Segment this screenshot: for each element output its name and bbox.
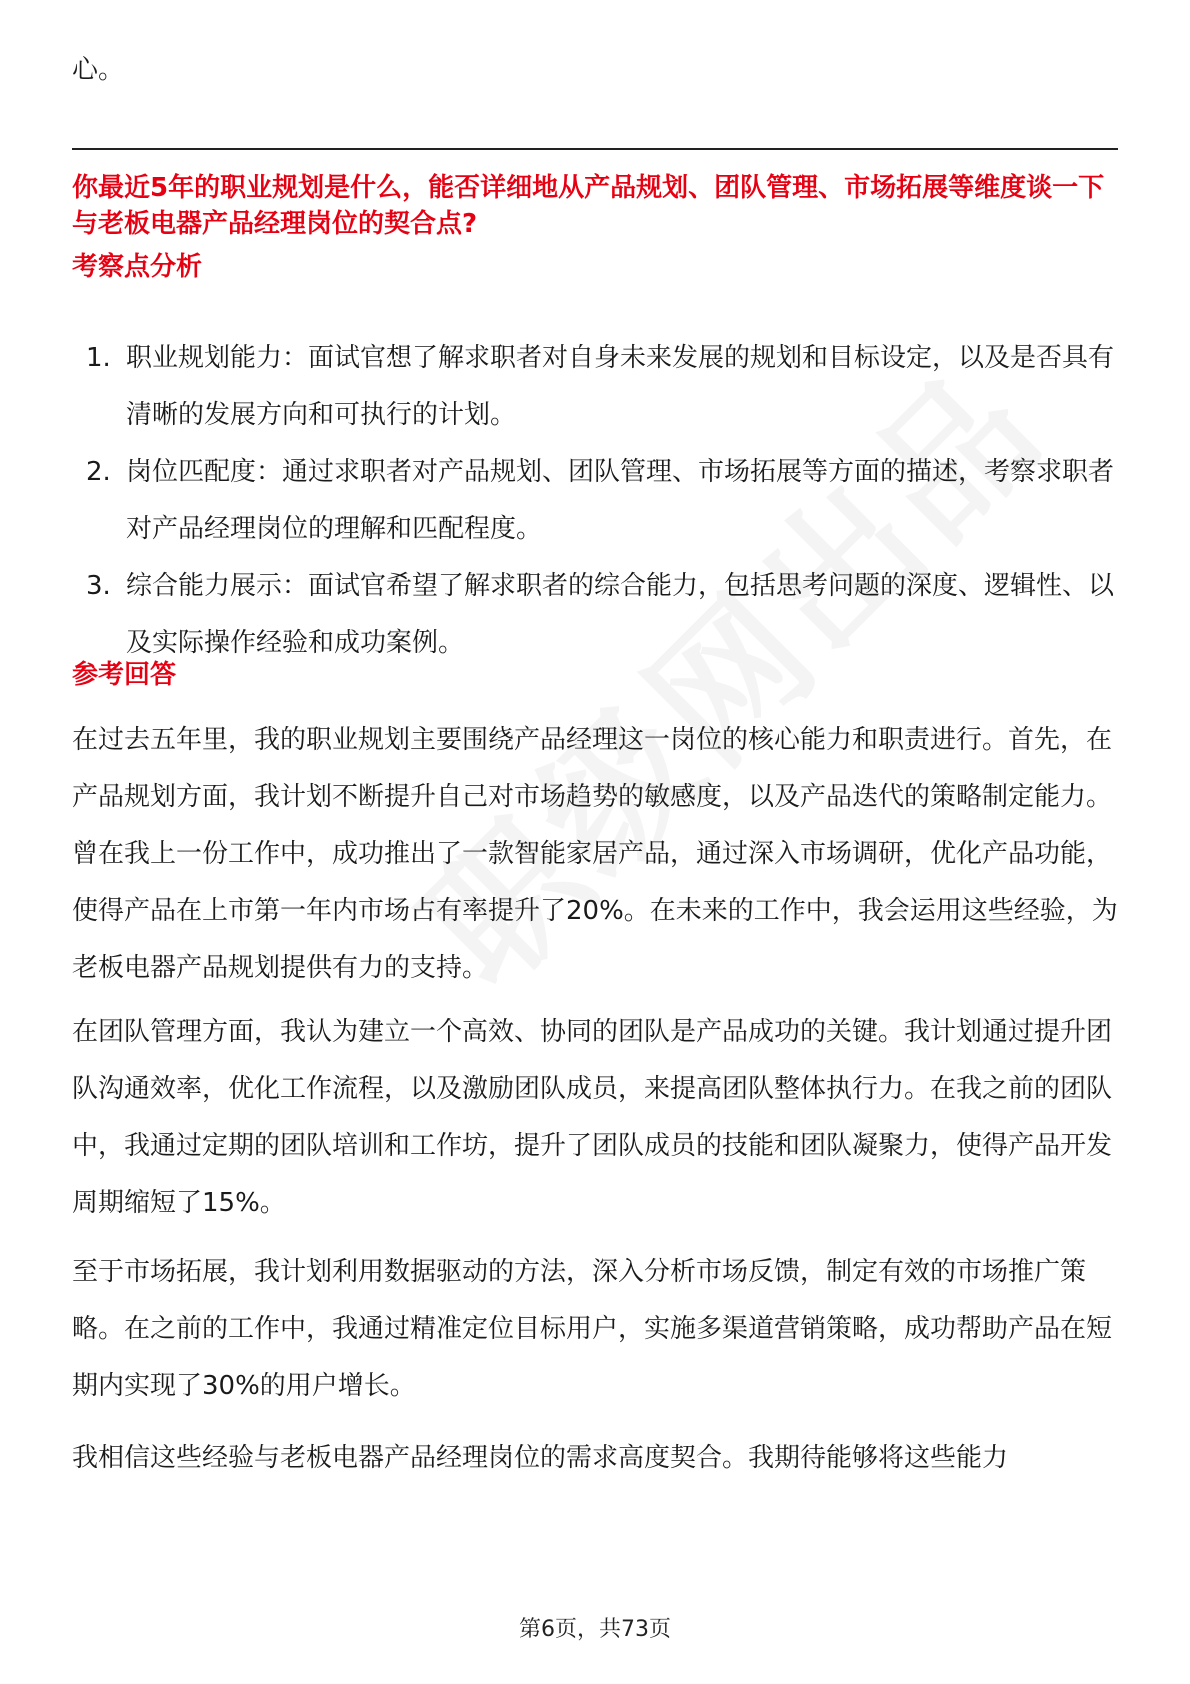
answer-paragraph: 至于市场拓展，我计划利用数据驱动的方法，深入分析市场反馈，制定有效的市场推广策略。在之前的工作中，我通过精准定位目标用户，实施多渠道营销策略，成功帮助产品在短期内实现了30%的用户增长。	[72, 1257, 1113, 1401]
list-number: 2.	[86, 457, 111, 487]
question-heading: 你最近5年的职业规划是什么，能否详细地从产品规划、团队管理、市场拓展等维度谈一下与老板电器产品经理岗位的契合点?	[72, 173, 1105, 239]
list-number: 1.	[86, 343, 111, 373]
answer-paragraph: 在过去五年里，我的职业规划主要围绕产品经理这一岗位的核心能力和职责进行。首先，在产品规划方面，我计划不断提升自己对市场趋势的敏感度，以及产品迭代的策略制定能力。曾在我上一份工作中，成功推出了一款智能家居产品，通过深入市场调研，优化产品功能，使得产品在上市第一年内市场占有率提升了20%。在未来的工作中，我会运用这些经验，为老板电器产品规划提供有力的支持。	[72, 725, 1118, 983]
analysis-text: 综合能力展示：面试官希望了解求职者的综合能力，包括思考问题的深度、逻辑性、以及实际操作经验和成功案例。	[126, 571, 1115, 658]
analysis-text: 职业规划能力：面试官想了解求职者对自身未来发展的规划和目标设定，以及是否具有清晰的发展方向和可执行的计划。	[126, 343, 1115, 430]
analysis-item	[72, 330, 1118, 444]
answer-paragraph: 在团队管理方面，我认为建立一个高效、协同的团队是产品成功的关键。我计划通过提升团队沟通效率，优化工作流程，以及激励团队成员，来提高团队整体执行力。在我之前的团队中，我通过定期的团队培训和工作坊，提升了团队成员的技能和团队凝聚力，使得产品开发周期缩短了15%。	[72, 1017, 1113, 1218]
page-footer: 第6页，共73页	[519, 1617, 671, 1642]
analysis-text: 岗位匹配度：通过求职者对产品规划、团队管理、市场拓展等方面的描述，考察求职者对产品经理岗位的理解和匹配程度。	[126, 457, 1115, 544]
analysis-item	[72, 558, 1118, 672]
analysis-list	[72, 330, 1118, 672]
answer-paragraph: 我相信这些经验与老板电器产品经理岗位的需求高度契合。我期待能够将这些能力	[72, 1443, 1009, 1473]
analysis-item	[72, 444, 1118, 558]
answer-title: 参考回答	[72, 660, 177, 690]
analysis-title: 考察点分析	[72, 252, 203, 282]
list-number: 3.	[86, 571, 111, 601]
top-fragment: 心。	[72, 55, 125, 85]
divider	[72, 148, 1118, 150]
